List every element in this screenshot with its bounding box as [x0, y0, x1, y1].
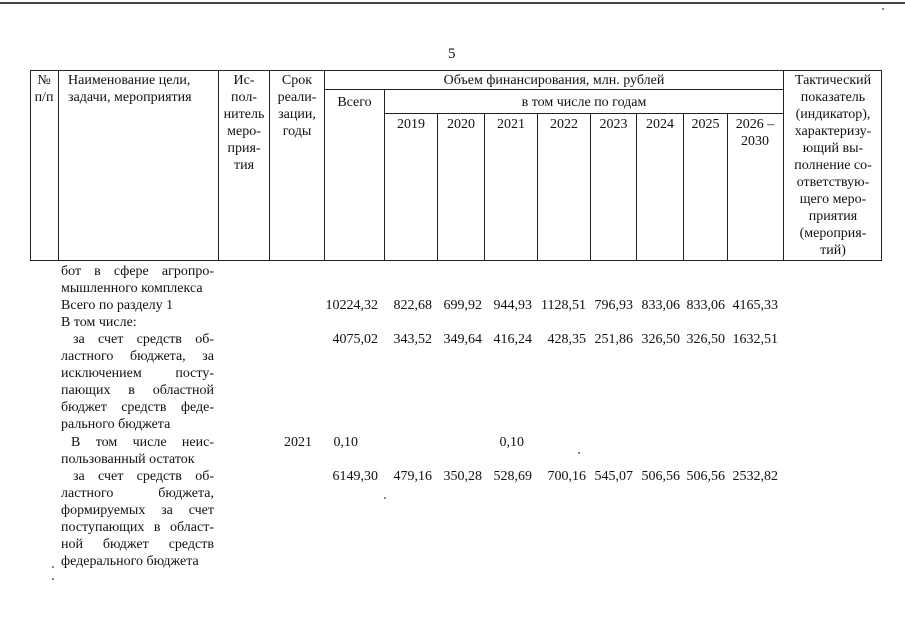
value-2023: 251,86 [594, 332, 633, 347]
header-divider [324, 89, 783, 90]
column-divider [783, 70, 784, 261]
header-col-funding: Объем финансирования, млн. рублей [443, 73, 665, 88]
row-name: за счет средств об- ластного бюджета, за исключением посту- пающих в областной бюджет средств феде- рального бюджета [61, 332, 214, 432]
column-divider [384, 89, 385, 261]
header-divider [384, 113, 783, 114]
row-name: за счет средств об- ластного бюджета, формируемых за счет поступающих в област- ной бюджет средств федерального бюджета [61, 469, 214, 569]
header-year: 2025 [691, 117, 720, 132]
header-year: 2026 – 2030 [735, 117, 775, 149]
header-year: 2023 [599, 117, 628, 132]
value-term: 2021 [284, 435, 312, 450]
value-2026-2030: 1632,51 [732, 332, 778, 347]
value-total: 6149,30 [332, 469, 378, 484]
row-name: бот в сфере агропро- мышленного комплекса [61, 264, 214, 296]
value-2025: 326,50 [686, 332, 725, 347]
header-year: 2019 [397, 117, 425, 132]
header-year: 2022 [550, 117, 578, 132]
header-year: 2021 [497, 117, 525, 132]
header-year: 2020 [447, 117, 475, 132]
row-name: Всего по разделу 1 [61, 298, 174, 313]
column-divider [58, 70, 59, 261]
value-total: 0,10 [333, 435, 358, 450]
column-divider [683, 113, 684, 261]
value-2025: 833,06 [686, 298, 725, 313]
column-divider [484, 113, 485, 261]
value-2020: 349,64 [443, 332, 482, 347]
value-total: 10224,32 [325, 298, 378, 313]
value-2024: 506,56 [641, 469, 680, 484]
column-divider [590, 113, 591, 261]
value-2019: 822,68 [393, 298, 432, 313]
value-2024: 833,06 [641, 298, 680, 313]
value-2021: 0,10 [499, 435, 524, 450]
value-2025: 506,56 [686, 469, 725, 484]
column-divider [437, 113, 438, 261]
value-2022: 700,16 [547, 469, 586, 484]
row-name: В том числе неис- пользованный остаток [61, 435, 214, 467]
header-col-executor: Ис- пол- нитель меро- прия- тия [223, 73, 265, 173]
value-2026-2030: 4165,33 [732, 298, 778, 313]
value-2019: 479,16 [393, 469, 432, 484]
value-2023: 545,07 [594, 469, 633, 484]
scan-speck [882, 8, 884, 10]
header-year: 2024 [646, 117, 674, 132]
column-divider [537, 113, 538, 261]
value-total: 4075,02 [332, 332, 378, 347]
top-border-line [0, 2, 905, 4]
header-col-name: Наименование цели, задачи, мероприятия [68, 73, 192, 105]
value-2020: 350,28 [443, 469, 482, 484]
value-2021: 416,24 [493, 332, 532, 347]
scan-speck [52, 578, 54, 580]
page-number: 5 [448, 46, 456, 62]
column-divider [727, 113, 728, 261]
row-name: В том числе: [61, 315, 137, 330]
value-2020: 699,92 [443, 298, 482, 313]
header-col-term: Срок реали- зации, годы [277, 73, 317, 139]
value-2022: 1128,51 [541, 298, 586, 313]
scan-speck [52, 566, 54, 568]
header-col-number: № п/п [34, 73, 54, 105]
column-divider [636, 113, 637, 261]
scan-speck [384, 497, 386, 499]
value-2022: 428,35 [547, 332, 586, 347]
value-2026-2030: 2532,82 [732, 469, 778, 484]
value-2021: 528,69 [493, 469, 532, 484]
value-2024: 326,50 [641, 332, 680, 347]
header-col-total: Всего [337, 95, 372, 110]
value-2021: 944,93 [493, 298, 532, 313]
scan-speck [578, 452, 580, 454]
value-2019: 343,52 [393, 332, 432, 347]
value-2023: 796,93 [594, 298, 633, 313]
header-col-by-years: в том числе по годам [521, 95, 647, 110]
header-col-indicator: Тактический показатель (индикатор), характеризу- ющий вы- полнение со- ответствую- щего меро- приятия (мероприя- тий) [794, 73, 872, 258]
